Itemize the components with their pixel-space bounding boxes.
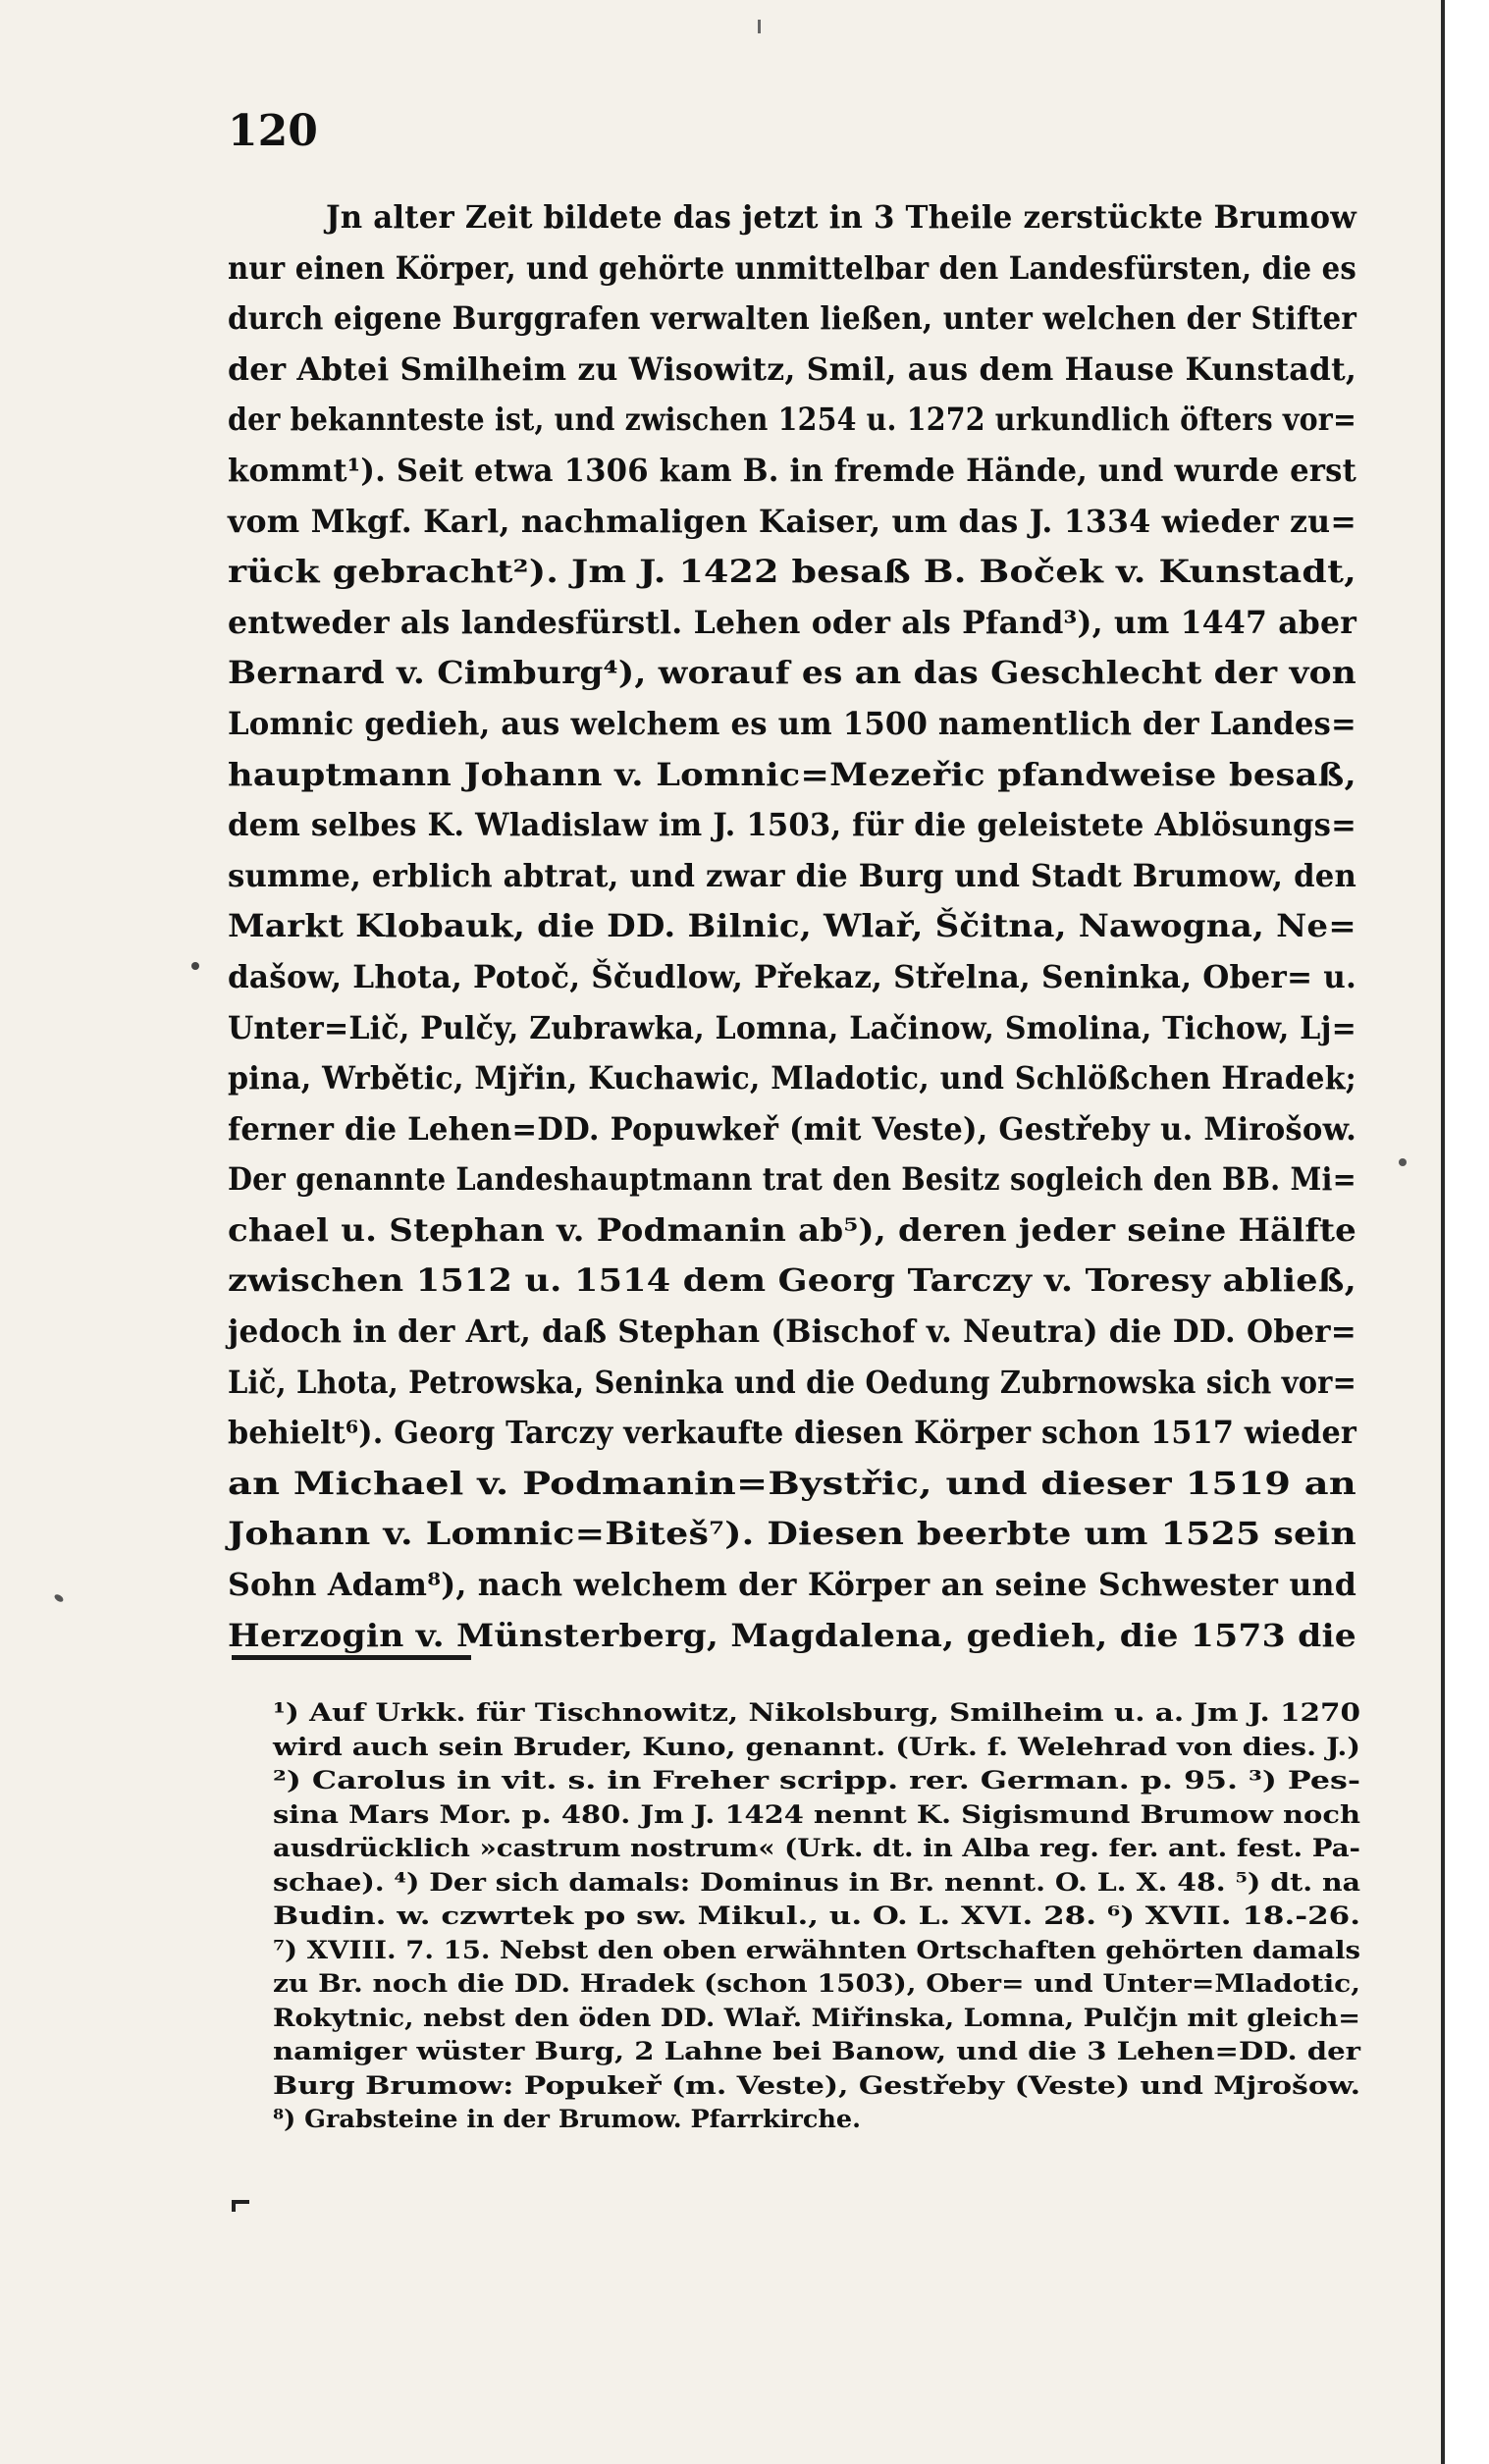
- footnote-line: ¹) Auf Urkk. für Tischnowitz, Nikolsburg, Smilheim u. a. Jm J. 1270: [273, 1698, 1360, 1728]
- dust-speck: [191, 962, 199, 970]
- text-line: hauptmann Johann v. Lomnic=Mezeřic pfandweise besaß,: [228, 756, 1356, 793]
- text-line: an Michael v. Podmanin=Bystřic, und dieser 1519 an: [228, 1465, 1356, 1502]
- footnote-line: Budin. w. czwrtek po sw. Mikul., u. O. L. XVI. 28. ⁶) XVII. 18.-26.: [273, 1902, 1360, 1931]
- text-line: ferner die Lehen=DD. Popuwkeř (mit Veste), Gestřeby u. Mirošow.: [228, 1110, 1356, 1148]
- text-line: der Abtei Smilheim zu Wisowitz, Smil, aus dem Hause Kunstadt,: [228, 350, 1356, 388]
- footnotes: [273, 1696, 1360, 2137]
- footnote-line: zu Br. noch die DD. Hradek (schon 1503), Ober= und Unter=Mladotic,: [273, 1969, 1360, 1999]
- text-line: Lomnic gedieh, aus welchem es um 1500 namentlich der Landes=: [228, 705, 1356, 742]
- text-line: zwischen 1512 u. 1514 dem Georg Tarczy v. Toresy abließ,: [228, 1262, 1356, 1300]
- text-line: nur einen Körper, und gehörte unmittelbar den Landesfürsten, die es: [228, 249, 1356, 287]
- text-line: Unter=Lič, Pulčy, Zubrawka, Lomna, Lačinow, Smolina, Tichow, Lj=: [228, 1009, 1356, 1046]
- footnote-line: ⁸) Grabsteine in der Brumow. Pfarrkirche.: [273, 2105, 861, 2134]
- body-paragraph: [228, 192, 1356, 1661]
- footnote-separator: [232, 1655, 471, 1660]
- text-line: Lič, Lhota, Petrowska, Seninka und die Oedung Zubrnowska sich vor=: [228, 1364, 1356, 1401]
- text-line: chael u. Stephan v. Podmanin ab⁵), deren jeder seine Hälfte: [228, 1211, 1356, 1249]
- text-line: jedoch in der Art, daß Stephan (Bischof v. Neutra) die DD. Ober=: [228, 1313, 1356, 1351]
- footnote-line: Burg Brumow: Popukeř (m. Veste), Gestřeby (Veste) und Mjrošow.: [273, 2070, 1360, 2101]
- text-line: der bekannteste ist, und zwischen 1254 u. 1272 urkundlich öfters vor=: [228, 402, 1356, 439]
- page-edge-shadow: [1441, 0, 1445, 2464]
- text-line: Sohn Adam⁸), nach welchem der Körper an seine Schwester und: [228, 1567, 1356, 1604]
- text-line: summe, erblich abtrat, und zwar die Burg und Stadt Brumow, den: [228, 857, 1356, 894]
- text-line: behielt⁶). Georg Tarczy verkaufte diesen Körper schon 1517 wieder: [228, 1415, 1356, 1452]
- page-edge: [1441, 0, 1489, 2464]
- text-line: Markt Klobauk, die DD. Bilnic, Wlař, Ščitna, Nawogna, Ne=: [228, 908, 1356, 945]
- text-line: entweder als landesfürstl. Lehen oder als Pfand³), um 1447 aber: [228, 604, 1356, 641]
- text-line: dem selbes K. Wladislaw im J. 1503, für die geleistete Ablösungs=: [228, 807, 1356, 844]
- text-line: dašow, Lhota, Potoč, Ščudlow, Překaz, Střelna, Seninka, Ober= u.: [228, 958, 1356, 995]
- text-line: Herzogin v. Münsterberg, Magdalena, gedieh, die 1573 die: [228, 1617, 1356, 1654]
- text-line: vom Mkgf. Karl, nachmaligen Kaiser, um das J. 1334 wieder zu=: [228, 503, 1356, 540]
- dust-speck: [53, 1593, 65, 1604]
- text-line: Johann v. Lomnic=Biteš⁷). Diesen beerbte um 1525 sein: [228, 1516, 1356, 1553]
- page-number: 120: [228, 106, 318, 156]
- footnote-line: ⁷) XVIII. 7. 15. Nebst den oben erwähnten Ortschaften gehörten damals: [273, 1935, 1360, 1965]
- footnote-line: namiger wüster Burg, 2 Lahne bei Banow, und die 3 Lehen=DD. der: [273, 2037, 1360, 2066]
- text-line: Der genannte Landeshauptmann trat den Besitz sogleich den BB. Mi=: [228, 1161, 1356, 1199]
- footnote-line: ausdrücklich »castrum nostrum« (Urk. dt. in Alba reg. fer. ant. fest. Pa-: [273, 1834, 1360, 1863]
- dust-speck: [1399, 1158, 1407, 1166]
- text-line: kommt¹). Seit etwa 1306 kam B. in fremde Hände, und wurde erst: [228, 452, 1356, 489]
- footnote-line: Rokytnic, nebst den öden DD. Wlař. Miřinska, Lomna, Pulčjn mit gleich=: [273, 2003, 1360, 2033]
- text-line: Jn alter Zeit bildete das jetzt in 3 Theile zerstückte Brumow: [326, 199, 1356, 236]
- corner-bracket-mark: [232, 2200, 249, 2212]
- text-line: Bernard v. Cimburg⁴), worauf es an das Geschlecht der von: [228, 655, 1356, 692]
- footnote-line: schae). ⁴) Der sich damals: Dominus in Br. nennt. O. L. X. 48. ⁵) dt. na: [273, 1867, 1360, 1898]
- scan-mark: [758, 20, 761, 33]
- text-line: rück gebracht²). Jm J. 1422 besaß B. Boček v. Kunstadt,: [228, 554, 1356, 591]
- footnote-line: wird auch sein Bruder, Kuno, genannt. (Urk. f. Welehrad von dies. J.): [273, 1732, 1360, 1762]
- text-line: pina, Wrbětic, Mjřin, Kuchawic, Mladotic, und Schlößchen Hradek;: [228, 1060, 1356, 1098]
- footnote-line: sina Mars Mor. p. 480. Jm J. 1424 nennt K. Sigismund Brumow noch: [273, 1799, 1360, 1830]
- text-line: durch eigene Burggrafen verwalten ließen, unter welchen der Stifter: [228, 300, 1356, 338]
- footnote-line: ²) Carolus in vit. s. in Freher scripp. rer. German. p. 95. ³) Pes-: [273, 1766, 1360, 1795]
